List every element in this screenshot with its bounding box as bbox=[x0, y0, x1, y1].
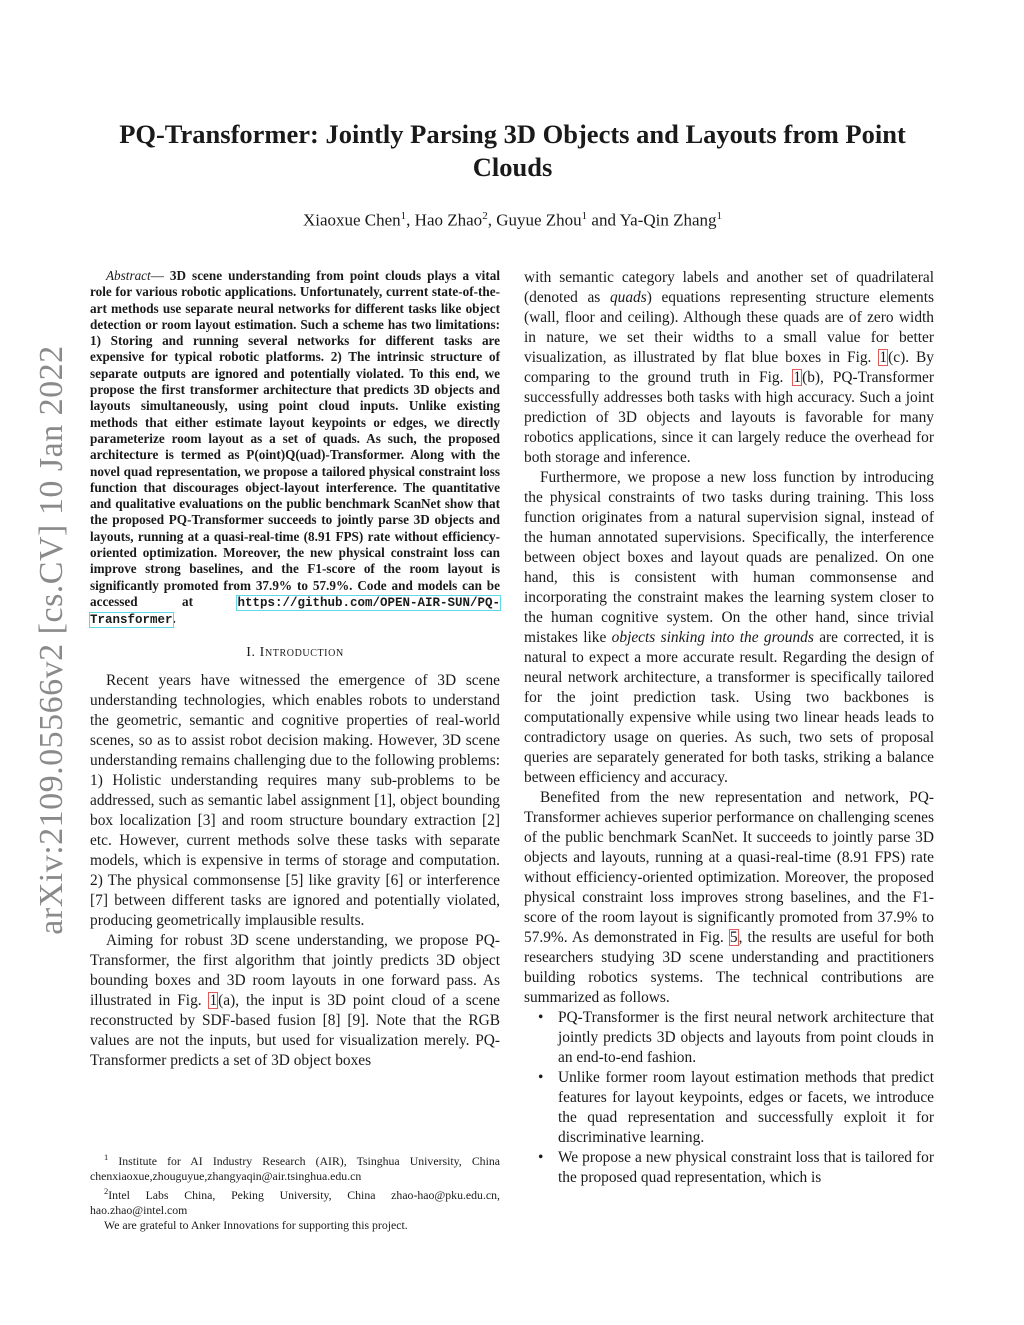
abstract-label: Abstract bbox=[106, 268, 151, 283]
list-item bbox=[524, 1068, 934, 1148]
right-paragraph-1-text: ) equations representing structure elements (wall, floor and ceiling). Although these quads are of zero width in nature, we set their widths to a small value for better visualization, as illustrated by flat blue boxes in Fig. bbox=[524, 289, 934, 366]
bullet-icon: • bbox=[538, 1009, 544, 1026]
right-paragraph-2-text: are corrected, it is natural to expect a more accurate result. Regarding the design of neural network architecture, a transformer is specifically tailored for the joint prediction task. Using two backbones is computationally expensive while using two linear heads leads to contradictory usage on queries. As such, two sets of proposal queries are separately generated for both tasks, striking a balance between efficiency and accuracy. bbox=[524, 629, 934, 786]
author-conjunction: and bbox=[591, 210, 616, 230]
footnote-mark: 2 bbox=[104, 1185, 109, 1196]
italic-phrase: objects sinking into the grounds bbox=[611, 629, 814, 646]
author-name: Ya-Qin Zhang bbox=[619, 210, 717, 230]
affiliation-mark: 2 bbox=[482, 210, 488, 222]
right-paragraph-1-text: (c). By comparing to the ground truth in Fig. bbox=[524, 349, 934, 386]
figure-reference-link[interactable]: 5 bbox=[729, 929, 738, 946]
author-name: Guyue Zhou bbox=[496, 210, 582, 230]
affiliation-mark: 1 bbox=[400, 210, 407, 222]
intro-paragraph-2-text: (a), the input is 3D point cloud of a scene reconstructed by SDF-based fusion [8] [9]. Note that the RGB values are not the inputs, but used for visualization merely. PQ-Transformer predicts a set of 3D object boxes bbox=[90, 991, 500, 1069]
right-paragraph-2 bbox=[524, 468, 934, 788]
acknowledgment-note: We are grateful to Anker Innovations for supporting this project. bbox=[104, 1217, 408, 1232]
intro-paragraph-2 bbox=[90, 931, 500, 1071]
list-item-text: Unlike former room layout estimation methods that predict features for layout keypoints, edges or facets, we introduce the quad representation and successfully exploit it for discriminative learning. bbox=[558, 1069, 934, 1146]
abstract-dash: — bbox=[150, 268, 164, 283]
right-paragraph-2-text: Furthermore, we propose a new loss function by introducing the physical constraints of two tasks during training. This loss function originates from a natural supervision signal, instead of the human annotated supervisions. Specifically, the interference between object boxes and layout quads are penalized. On one hand, this is consistent with human commonsense and incorporating the constraint makes the learning system closer to the human cognitive system. On the other hand, since trivial mistakes like bbox=[524, 469, 934, 646]
bullet-icon: • bbox=[538, 1149, 544, 1166]
abstract bbox=[90, 268, 500, 629]
intro-paragraph-1: Recent years have witnessed the emergence of 3D scene understanding technologies, which enables robots to understand the geometric, semantic and cognitive properties of real-world scenes, so as to assist robot decision making. However, 3D scene understanding remains challenging due to the following problems: 1) Holistic understanding requires many sub-problems to be addressed, such as semantic label assignment [1], object bounding box localization [3] and room structure boundary extraction [2] etc. However, current methods solve these tasks with separate models, which is expensive in terms of storage and computation. 2) The physical commonsense [5] like gravity [6] or interference [7] between different tasks are ignored and potentially violated, producing geometrically implausible results. bbox=[90, 671, 500, 929]
section-heading-introduction: I. Introduction bbox=[246, 644, 344, 660]
contributions-list bbox=[524, 1008, 934, 1188]
author-list: Xiaoxue Chen$^1$, Hao Zhao$^2$, Guyue Zhou$^1$ and Ya-Qin Zhang$^1$ bbox=[302, 210, 723, 230]
list-item-text: PQ-Transformer is the first neural network architecture that jointly predicts 3D objects and layouts from point clouds in an end-to-end fashion. bbox=[558, 1009, 934, 1066]
list-item bbox=[524, 1008, 934, 1068]
figure-reference-link[interactable]: 1 bbox=[879, 349, 888, 366]
footnote-text: Intel Labs China, Peking University, China zhao-hao@pku.edu.cn, hao.zhao@intel.com bbox=[90, 1187, 500, 1217]
code-repository-link[interactable]: https://github.com/OPEN-AIR-SUN/PQ-Transformer bbox=[90, 595, 500, 628]
right-paragraph-1 bbox=[524, 268, 934, 468]
abstract-body: 3D scene understanding from point clouds plays a vital role for various robotic applications. Unfortunately, current state-of-the-art methods use separate neural networks for different tasks like object detection or room layout estimation. Such a scheme has two limitations: 1) Storing and running several networks for different tasks are expensive for typical robotic platforms. 2) The intrinsic structure of separate outputs are ignored and potentially violated. To this end, we propose the first transformer architecture that predicts 3D objects and layouts simultaneously, using point cloud inputs. Unlike existing methods that either estimate layout keypoints or edges, we directly parameterize room layout as a set of quads. As such, the proposed architecture is termed as P(oint)Q(uad)-Transformer. Along with the novel quad representation, we propose a tailored physical constraint loss function that discourages object-layout interference. The quantitative and qualitative evaluations on the public benchmark ScanNet show that the proposed PQ-Transformer succeeds to jointly parse 3D objects and layouts, running at a quasi-real-time (8.91 FPS) rate without efficiency-oriented optimization. Moreover, the new physical constraint loss can improve strong baselines, and the F1-score of the room layout is significantly promoted from 37.9% to 57.9%. Code and models can be accessed at bbox=[90, 268, 500, 609]
bullet-icon: • bbox=[538, 1069, 544, 1086]
right-paragraph-3-text: Benefited from the new representation and network, PQ-Transformer achieves superior performance on challenging scenes of the public benchmark ScanNet. It succeeds to jointly parse 3D objects and layouts, running at a quasi-real-time (8.91 FPS) rate without efficiency-oriented optimization. Moreover, the proposed physical constraint loss improves strong baselines, and the F1-score of the room layout is significantly promoted from 37.9% to 57.9%. As demonstrated in Fig. bbox=[524, 789, 934, 946]
affiliation-mark: 1 bbox=[716, 210, 723, 222]
right-paragraph-3 bbox=[524, 788, 934, 1008]
footnote-1 bbox=[90, 1150, 500, 1184]
arxiv-identifier-stamp: arXiv:2109.05566v2 [cs.CV] 10 Jan 2022 bbox=[33, 345, 70, 935]
right-paragraph-3-text: , the results are useful for both researchers studying 3D scene understanding and practitioners building robotics systems. The technical contributions are summarized as follows. bbox=[524, 929, 934, 1006]
footnote-2 bbox=[90, 1184, 500, 1218]
paper-title: PQ-Transformer: Jointly Parsing 3D Objects and Layouts from Point Clouds bbox=[119, 119, 906, 182]
footnotes bbox=[90, 1150, 500, 1233]
right-column bbox=[524, 268, 934, 1188]
footnote-text: Institute for AI Industry Research (AIR), Tsinghua University, China chenxiaoxue,zhouguyue,zhangyaqin@air.tsinghua.edu.cn bbox=[90, 1153, 500, 1183]
footnote-mark: 1 bbox=[104, 1152, 109, 1162]
intro-paragraph-2-text: Aiming for robust 3D scene understanding, we propose PQ-Transformer, the first algorithm that jointly predicts 3D object bounding boxes and 3D room layouts in one forward pass. As illustrated in Fig. bbox=[90, 931, 500, 1009]
affiliation-mark: 1 bbox=[581, 210, 588, 222]
figure-reference-link[interactable]: 1 bbox=[793, 369, 802, 386]
abstract-end: . bbox=[172, 611, 176, 627]
right-paragraph-1-text: (b), PQ-Transformer successfully addresses both tasks with high accuracy. Such a joint prediction of 3D objects and layouts is favorable for many robotics applications, since it can largely reduce the overhead for both storage and inference. bbox=[524, 369, 934, 466]
list-item-text: We propose a new physical constraint loss that is tailored for the proposed quad representation, which is bbox=[558, 1149, 934, 1186]
quads-term: quads bbox=[609, 289, 647, 306]
left-column bbox=[90, 268, 500, 1071]
author-name: Xiaoxue Chen bbox=[302, 210, 401, 230]
figure-reference-link[interactable]: 1 bbox=[209, 991, 218, 1009]
author-name: Hao Zhao bbox=[414, 210, 483, 230]
list-item bbox=[524, 1148, 934, 1188]
right-paragraph-1-text: with semantic category labels and another set of quadrilateral (denoted as bbox=[524, 269, 934, 306]
